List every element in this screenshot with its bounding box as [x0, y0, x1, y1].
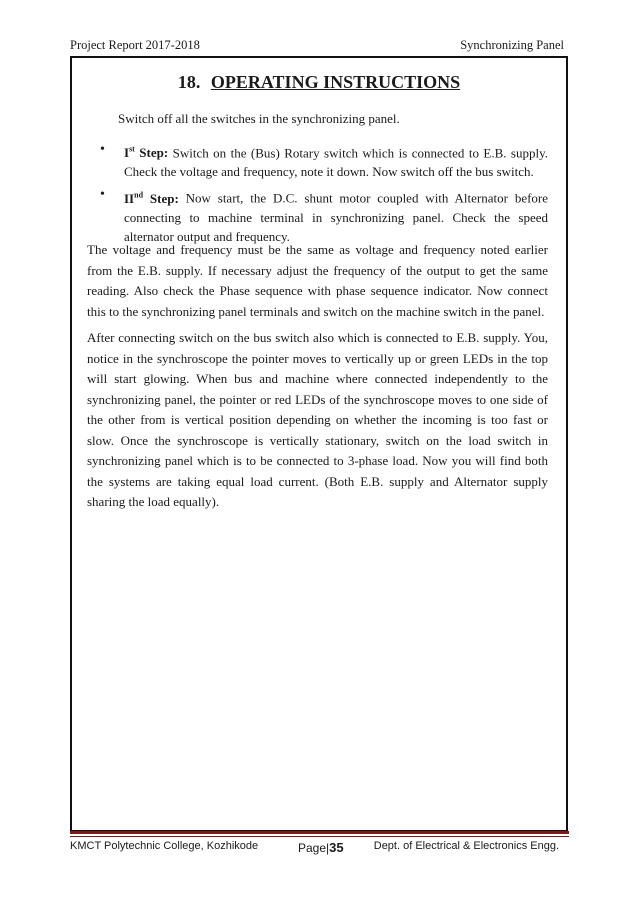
- step-label: Step:: [139, 145, 169, 161]
- section-title: OPERATING INSTRUCTIONS: [210, 72, 461, 92]
- footer-divider-thin: [70, 836, 569, 837]
- step-ordinal: II: [124, 190, 135, 206]
- section-number: 18.: [177, 72, 201, 92]
- bullet-icon: •: [100, 142, 105, 157]
- steps-list: [98, 140, 548, 250]
- step-text: Switch on the (Bus) Rotary switch which is connected to E.B. supply. Check the voltage and frequency, note it down. Now switch off the bus switch.: [124, 145, 549, 180]
- bullet-icon: •: [100, 187, 105, 203]
- intro-text: Switch off all the switches in the synchronizing panel.: [118, 111, 400, 126]
- step-ordinal-suffix: nd: [134, 190, 144, 200]
- body-paragraph: After connecting switch on the bus switch also which is connected to E.B. supply. You, notice in the synchroscope the pointer moves to vertically up or green LEDs in the top will start glowing. When bus and machine where connected independently to the synchronizing panel, the pointer or red LEDs of the synchroscope moves to one side of the other from is vertical position depending on whether the incoming is too fast or slow. Once the synchroscope is vertically stationary, switch on the load switch in synchronizing panel which is to be connected to 3-phase load. Now you will find both the systems are taking equal load current. (Both E.B. supply and Alternator supply sharing the load equally).: [87, 330, 548, 509]
- footer-divider-thick: [70, 831, 569, 834]
- page-number: 35: [329, 840, 344, 855]
- section-heading: [0, 72, 638, 93]
- header-left-text: Project Report 2017-2018: [70, 38, 200, 52]
- step-text: Now start, the D.C. shunt motor coupled with Alternator before connecting to machine terminal in synchronizing panel. Check the speed alternator output and frequency.: [124, 190, 549, 244]
- step-ordinal: I: [124, 145, 130, 161]
- footer-college: KMCT Polytechnic College, Kozhikode: [70, 840, 259, 852]
- body-paragraph: The voltage and frequency must be the same as voltage and frequency noted earlier from the E.B. supply. If necessary adjust the frequency of the output to get the same reading. Also check the Phase sequence with phase sequence indicator. Now connect this to the synchronizing panel terminals and switch on the machine switch in the panel.: [87, 242, 548, 319]
- footer-page: [298, 840, 344, 855]
- header-right-text: Synchronizing Panel: [460, 38, 564, 52]
- footer-department: Dept. of Electrical & Electronics Engg.: [373, 840, 559, 852]
- step-label: Step:: [149, 190, 179, 206]
- step-ordinal-suffix: st: [129, 145, 135, 154]
- list-item: [98, 185, 548, 245]
- list-item: [98, 140, 548, 181]
- page-label: Page|: [298, 841, 330, 855]
